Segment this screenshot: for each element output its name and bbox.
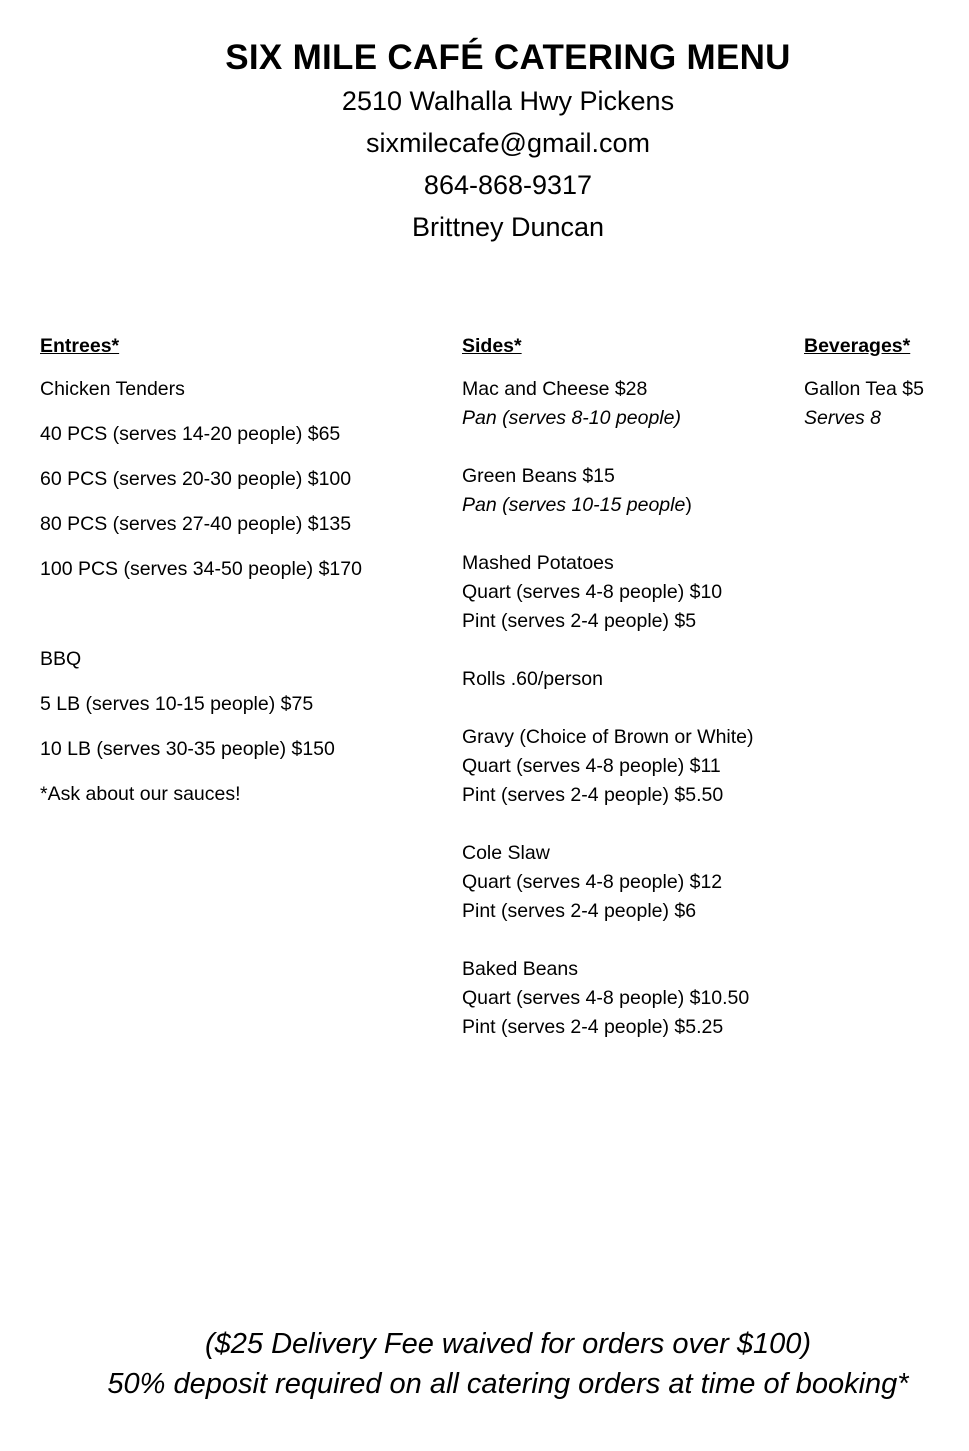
menu-item: 100 PCS (serves 34-50 people) $170 [40,558,362,580]
side-item [462,375,802,433]
side-item [462,839,802,926]
menu-item: 5 LB (serves 10-15 people) $75 [40,693,314,715]
deposit-note: 50% deposit required on all catering orders at time of booking* [107,1368,909,1400]
chicken-tenders-label: Chicken Tenders [40,378,185,400]
side-name: Gravy (Choice of Brown or White) [462,726,754,748]
beverages-heading: Beverages* [804,335,911,357]
menu-item: 80 PCS (serves 27-40 people) $135 [40,513,352,535]
side-name: Baked Beans [462,958,579,980]
side-size: Pint (serves 2-4 people) $5 [462,610,697,632]
phone: 864-868-9317 [423,170,593,200]
side-item [462,549,802,636]
sides-heading: Sides* [462,335,522,357]
beverages-column [804,333,964,433]
side-size: Pint (serves 2-4 people) $5.25 [462,1016,724,1038]
sauce-note: *Ask about our sauces! [40,783,241,805]
side-size: Pint (serves 2-4 people) $5.50 [462,784,724,806]
delivery-fee-note: ($25 Delivery Fee waived for orders over $100) [204,1328,812,1360]
address: 2510 Walhalla Hwy Pickens [341,86,675,116]
footer-notes [0,1324,969,1404]
menu-item: 60 PCS (serves 20-30 people) $100 [40,468,352,490]
spacer [40,600,440,645]
side-size: Quart (serves 4-8 people) $12 [462,871,723,893]
side-serving-italic: Pan (serves 10-15 people [462,494,686,516]
side-size: Quart (serves 4-8 people) $10 [462,581,723,603]
beverage-serving: Serves 8 [804,407,881,429]
side-name: Green Beans $15 [462,465,615,487]
bbq-label: BBQ [40,648,82,670]
side-name: Mashed Potatoes [462,552,614,574]
beverage-name: Gallon Tea $5 [804,378,924,400]
entrees-column [40,333,440,825]
side-item [462,723,802,810]
menu-item: 40 PCS (serves 14-20 people) $65 [40,423,341,445]
menu-header [0,36,969,248]
side-item [462,665,802,694]
side-item [462,462,802,520]
page-title: SIX MILE CAFÉ CATERING MENU [225,38,791,77]
side-name: Cole Slaw [462,842,550,864]
side-serving-paren: ) [685,494,692,516]
contact-name: Brittney Duncan [411,212,605,242]
side-size: Quart (serves 4-8 people) $11 [462,755,721,777]
menu-item: 10 LB (serves 30-35 people) $150 [40,738,335,760]
side-serving [462,491,802,520]
side-item [462,955,802,1042]
side-size: Quart (serves 4-8 people) $10.50 [462,987,750,1009]
side-size: Pint (serves 2-4 people) $6 [462,900,697,922]
entrees-heading: Entrees* [40,335,120,357]
email: sixmilecafe@gmail.com [366,128,650,158]
side-name: Mac and Cheese $28 [462,378,648,400]
side-serving: Pan (serves 8-10 people) [462,407,681,429]
side-name: Rolls .60/person [462,668,603,690]
sides-column [462,333,802,1071]
